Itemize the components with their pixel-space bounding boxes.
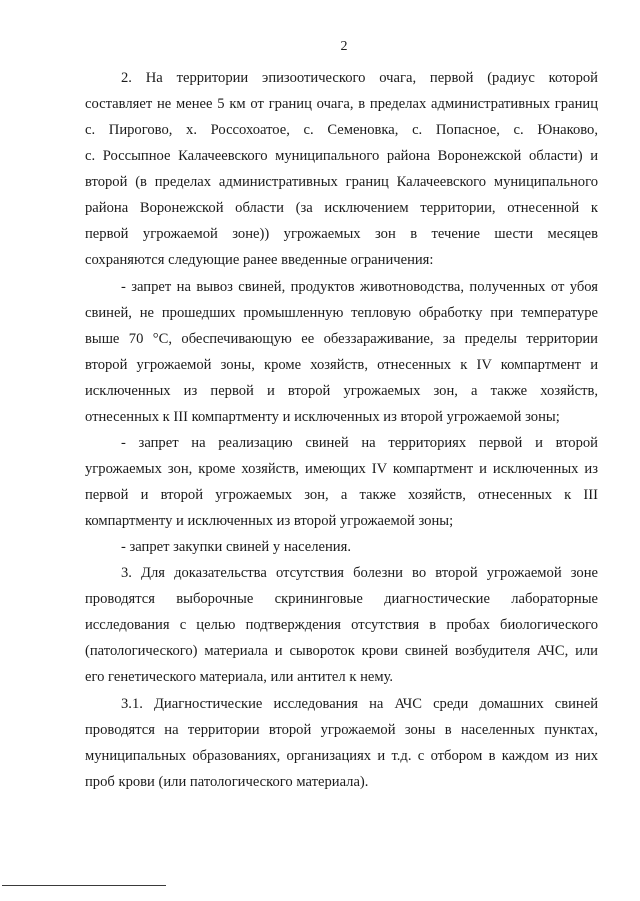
text-line: выше 70 °С, обеспечивающую ее обеззараживание, за пределы территории — [85, 330, 598, 347]
document-body — [85, 65, 598, 795]
restriction-purchase-ban — [85, 534, 598, 560]
text-line: муниципальных образованиях, организациях и т.д. с отбором в каждом из них — [85, 747, 598, 764]
text-line: района Воронежской области (за исключением территории, отнесенной к — [85, 200, 598, 217]
text-line: второй (в пределах административных границ Калачеевского муниципального — [85, 174, 598, 191]
text-line: - запрет на реализацию свиней на территориях первой и второй — [121, 434, 598, 451]
text-line: его генетического материала, или антител к нему. — [85, 669, 394, 686]
text-line: исследования с целью подтверждения отсутствия в пробах биологического — [85, 617, 598, 634]
text-line: (патологического) материала и сывороток крови свиней возбудителя АЧС, или — [85, 643, 598, 660]
page-number: 2 — [340, 39, 348, 54]
text-line: - запрет закупки свиней у населения. — [121, 539, 351, 556]
restriction-export-ban — [85, 274, 598, 430]
text-line: 2. На территории эпизоотического очага, первой (радиус которой — [121, 70, 598, 86]
text-line: свиней, не прошедших промышленную тепловую обработку при температуре — [85, 304, 598, 321]
text-line: сохраняются следующие ранее введенные ограничения: — [85, 252, 434, 269]
restriction-sale-ban — [85, 430, 598, 534]
text-line: с. Пирогово, х. Россохоатое, с. Семеновка, с. Попасное, с. Юнаково, — [85, 122, 598, 139]
text-line: угрожаемых зон, кроме хозяйств, имеющих IV компартмент и исключенных из — [85, 460, 598, 477]
text-line: с. Россыпное Калачеевского муниципального района Воронежской области) и — [85, 148, 598, 165]
text-line: - запрет на вывоз свиней, продуктов животноводства, полученных от убоя — [121, 278, 598, 295]
footnote-rule — [2, 885, 166, 886]
text-line: проводятся на территории второй угрожаемой зоны в населенных пунктах, — [85, 721, 598, 738]
paragraph-item-3-1 — [85, 691, 598, 795]
text-line: проводятся выборочные скрининговые диагностические лабораторные — [85, 591, 598, 608]
text-line: компартменту и исключенных из второй угрожаемой зоны; — [85, 513, 454, 530]
text-line: отнесенных к III компартменту и исключенных из второй угрожаемой зоны; — [85, 408, 560, 425]
text-line: второй угрожаемой зоны, кроме хозяйств, отнесенных к IV компартмент и — [85, 356, 598, 373]
paragraph-item-3 — [85, 560, 598, 690]
text-line: проб крови (или патологического материала). — [85, 773, 369, 790]
text-line: первой и второй угрожаемых зон, а также хозяйств, отнесенных к III — [85, 487, 598, 503]
text-line: 3.1. Диагностические исследования на АЧС среди домашних свиней — [121, 695, 598, 712]
text-line: составляет не менее 5 км от границ очага, в пределах административных границ — [85, 96, 598, 113]
text-line: исключенных из первой и второй угрожаемых зон, а также хозяйств, — [85, 382, 598, 399]
text-line: первой угрожаемой зоне)) угрожаемых зон в течение шести месяцев — [85, 226, 598, 243]
text-line: 3. Для доказательства отсутствия болезни во второй угрожаемой зоне — [121, 565, 598, 582]
paragraph-item-2 — [85, 65, 598, 274]
